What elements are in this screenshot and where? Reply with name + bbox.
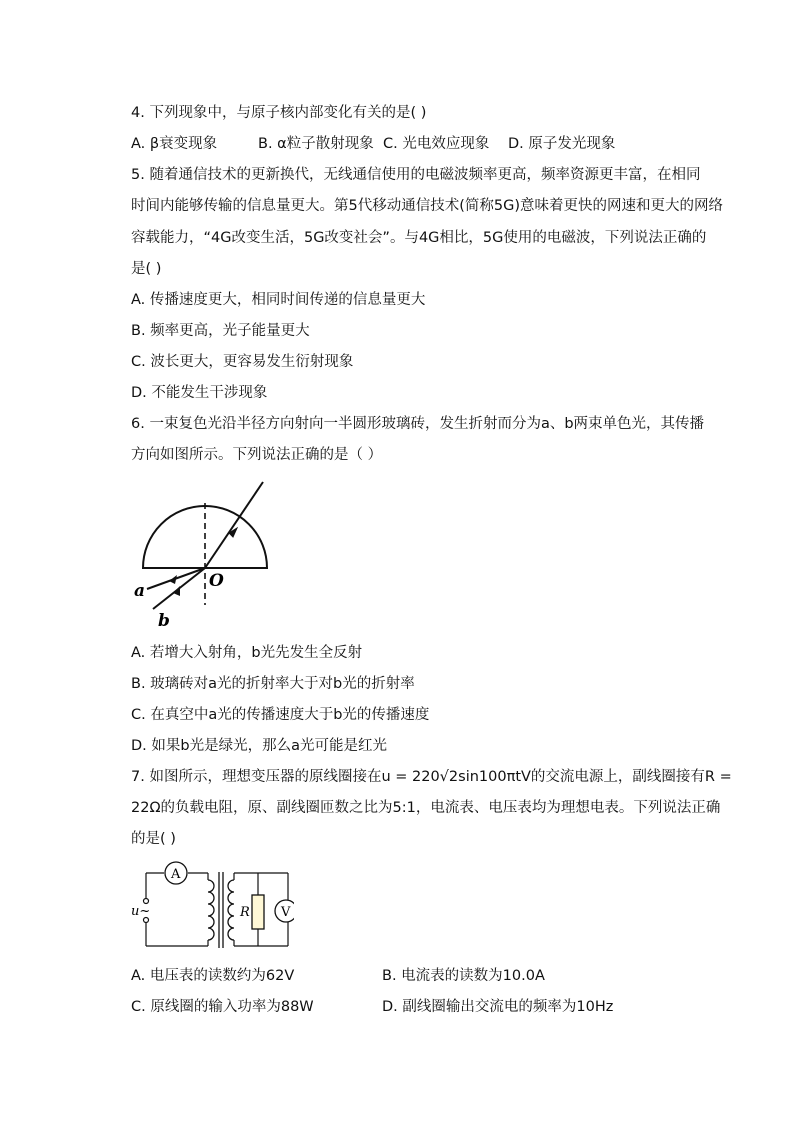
question-7-stem-line2: 22Ω的负载电阻，原、副线圈匝数之比为5:1，电流表、电压表均为理想电表。下列说法正确 <box>131 800 721 816</box>
question-5-stem-line1: 5. 随着通信技术的更新换代，无线通信使用的电磁波频率更高，频率资源更丰富，在相同 <box>131 167 701 183</box>
question-7-stem-line1: 7. 如图所示，理想变压器的原线圈接在u = 220√2sin100πtV的交流电源上，副线圈接有R = <box>131 769 732 785</box>
label-r: R <box>240 905 250 920</box>
ray-b-arrow <box>173 586 180 596</box>
q7-option-c: C. 原线圈的输入功率为88W <box>131 999 314 1015</box>
q4-option-b: B. α粒子散射现象 <box>258 136 374 152</box>
q4-option-a: A. β衰变现象 <box>131 136 218 152</box>
voltmeter-label: V <box>281 905 291 920</box>
label-a: a <box>134 581 146 601</box>
incident-ray <box>205 482 263 568</box>
q7-option-a: A. 电压表的读数约为62V <box>131 968 295 984</box>
resistor <box>252 895 264 929</box>
q6-option-d: D. 如果b光是绿光，那么a光可能是红光 <box>131 738 387 754</box>
q5-option-c: C. 波长更大，更容易发生衍射现象 <box>131 354 354 370</box>
q7-option-d: D. 副线圈输出交流电的频率为10Hz <box>382 999 614 1015</box>
q5-option-a: A. 传播速度更大，相同时间传递的信息量更大 <box>131 292 426 308</box>
label-u: u~ <box>131 904 151 919</box>
refraction-diagram <box>125 475 285 633</box>
ray-a-arrow <box>169 575 177 584</box>
q5-option-d: D. 不能发生干涉现象 <box>131 385 268 401</box>
q4-option-c: C. 光电效应现象 <box>383 136 490 152</box>
q6-option-c: C. 在真空中a光的传播速度大于b光的传播速度 <box>131 707 430 723</box>
question-5-stem-line3: 容载能力，“4G改变生活，5G改变社会”。与4G相比，5G使用的电磁波，下列说法正确的 <box>131 230 707 246</box>
q6-option-b: B. 玻璃砖对a光的折射率大于对b光的折射率 <box>131 676 415 692</box>
q6-option-a: A. 若增大入射角，b光先发生全反射 <box>131 645 363 661</box>
ammeter-label: A <box>171 867 181 882</box>
question-4-stem: 4. 下列现象中，与原子核内部变化有关的是( ) <box>131 105 427 121</box>
label-o: O <box>209 571 224 591</box>
label-b: b <box>158 611 170 631</box>
q4-option-d: D. 原子发光现象 <box>508 136 616 152</box>
q7-option-b: B. 电流表的读数为10.0A <box>382 968 545 984</box>
question-5-stem-line2: 时间内能够传输的信息量更大。第5代移动通信技术(简称5G)意味着更快的网速和更大的网络 <box>131 198 723 214</box>
transformer-circuit <box>128 858 294 958</box>
secondary-coil <box>228 880 234 940</box>
question-5-stem-line4: 是( ) <box>131 261 162 277</box>
question-6-stem-line1: 6. 一束复色光沿半径方向射向一半圆形玻璃砖，发生折射而分为a、b两束单色光，其传播 <box>131 416 705 432</box>
question-6-stem-line2: 方向如图所示。下列说法正确的是（ ） <box>131 447 383 463</box>
primary-coil <box>208 880 214 940</box>
q5-option-b: B. 频率更高，光子能量更大 <box>131 323 310 339</box>
question-7-stem-line3: 的是( ) <box>131 831 176 847</box>
terminal-top <box>144 899 149 904</box>
